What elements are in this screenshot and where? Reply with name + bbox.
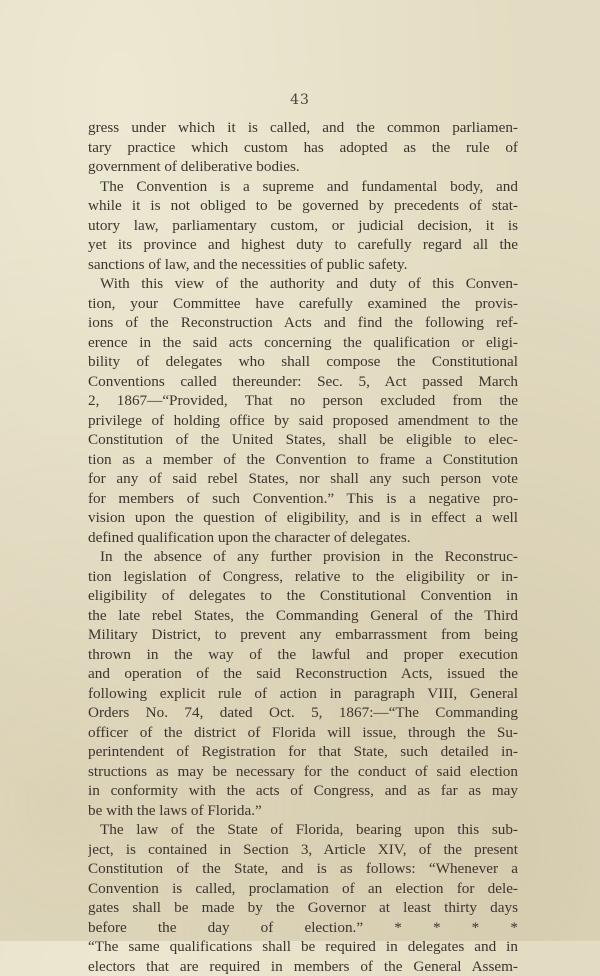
text-line: In the absence of any further provision in the Reconstruc- <box>88 547 518 567</box>
text-line: perintendent of Registration for that State, such detailed in- <box>88 742 518 762</box>
text-line: officer of the district of Florida will issue, through the Su- <box>88 723 518 743</box>
text-line: vision upon the question of eligibility, and is in effect a well <box>88 508 518 528</box>
text-line: Constitution of the United States, shall be eligible to elec- <box>88 430 518 450</box>
text-line: privilege of holding office by said proposed amendment to the <box>88 411 518 431</box>
text-line: With this view of the authority and duty of this Conven- <box>88 274 518 294</box>
text-line: and operation of the said Reconstruction Acts, issued the <box>88 664 518 684</box>
text-line: utory law, parliamentary custom, or judicial decision, it is <box>88 216 518 236</box>
text-line: tion, your Committee have carefully examined the provis- <box>88 294 518 314</box>
text-line: The Convention is a supreme and fundamental body, and <box>88 177 518 197</box>
text-line: Orders No. 74, dated Oct. 5, 1867:—“The Commanding <box>88 703 518 723</box>
text-line: defined qualification upon the character of delegates. <box>88 528 518 548</box>
text-line: for any of said rebel States, nor shall any such person vote <box>88 469 518 489</box>
text-line: the late rebel States, the Commanding General of the Third <box>88 606 518 626</box>
text-line: 2, 1867—“Provided, That no person excluded from the <box>88 391 518 411</box>
text-line: “The same qualifications shall be required in delegates and in <box>88 937 518 957</box>
text-line: Constitution of the State, and is as follows: “Whenever a <box>88 859 518 879</box>
text-line: Conventions called thereunder: Sec. 5, Act passed March <box>88 372 518 392</box>
text-line: gress under which it is called, and the common parliamen- <box>88 118 518 138</box>
text-line: government of deliberative bodies. <box>88 157 518 177</box>
body-text <box>88 118 518 976</box>
text-line: gates shall be made by the Governor at least thirty days <box>88 898 518 918</box>
text-line: for members of such Convention.” This is a negative pro- <box>88 489 518 509</box>
text-line: be with the laws of Florida.” <box>88 801 518 821</box>
text-line: Military District, to prevent any embarrassment from being <box>88 625 518 645</box>
text-line: thrown in the way of the lawful and proper execution <box>88 645 518 665</box>
text-line: tary practice which custom has adopted as the rule of <box>88 138 518 158</box>
text-line: ions of the Reconstruction Acts and find the following ref- <box>88 313 518 333</box>
text-line: Convention is called, proclamation of an election for dele- <box>88 879 518 899</box>
text-line: eligibility of delegates to the Constitutional Convention in <box>88 586 518 606</box>
text-line: in conformity with the acts of Congress, and as far as may <box>88 781 518 801</box>
text-line: before the day of election.” * * * * <box>88 918 518 938</box>
text-line: while it is not obliged to be governed by precedents of stat- <box>88 196 518 216</box>
text-line: electors that are required in members of the General Assem- <box>88 957 518 976</box>
text-line: The law of the State of Florida, bearing upon this sub- <box>88 820 518 840</box>
text-line: tion as a member of the Convention to frame a Constitution <box>88 450 518 470</box>
text-line: sanctions of law, and the necessities of public safety. <box>88 255 518 275</box>
page-number: 43 <box>0 92 600 108</box>
text-line: structions as may be necessary for the conduct of said election <box>88 762 518 782</box>
text-line: erence in the said acts concerning the qualification or eligi- <box>88 333 518 353</box>
text-line: tion legislation of Congress, relative to the eligibility or in- <box>88 567 518 587</box>
text-line: following explicit rule of action in paragraph VIII, General <box>88 684 518 704</box>
text-line: bility of delegates who shall compose the Constitutional <box>88 352 518 372</box>
text-line: yet its province and highest duty to carefully regard all the <box>88 235 518 255</box>
text-line: ject, is contained in Section 3, Article XIV, of the present <box>88 840 518 860</box>
